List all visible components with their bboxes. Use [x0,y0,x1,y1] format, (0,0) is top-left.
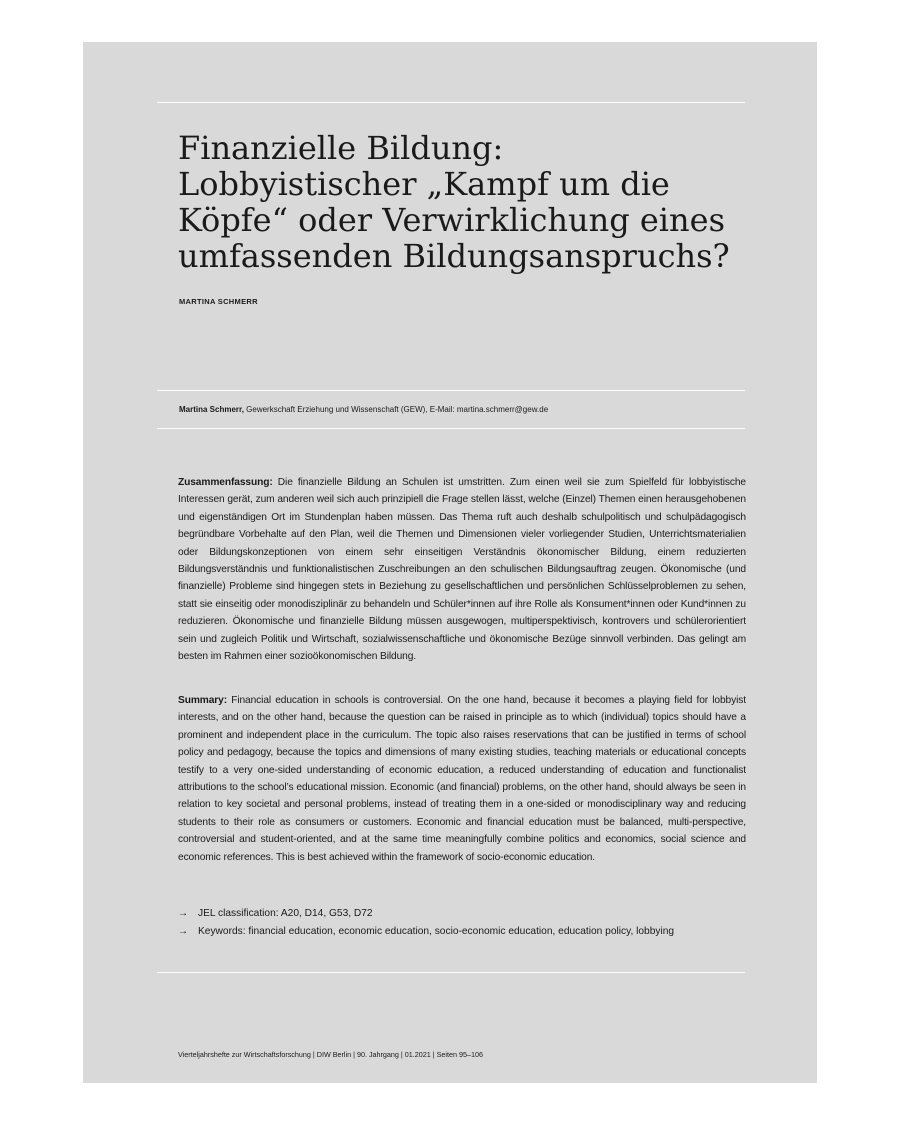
top-rule [157,102,745,103]
abstract-english [178,692,746,866]
keywords: Keywords: financial education, economic education, socio-economic education, education policy, lobbying [198,926,675,937]
affiliation-details: Gewerkschaft Erziehung und Wissenschaft (GEW), E-Mail: martina.schmerr@gew.de [243,405,549,414]
summary-text: Financial education in schools is controversial. On the one hand, because it becomes a playing field for lobbyist interests, and on the other hand, because the question can be raised in principle as to which (individual) topics should have a prominent and independent place in the curriculum. The topic also raises reservations that can be justified in terms of school policy and pedagogy, because the topics and dimensions of many existing studies, teaching materials or educational concepts testify to a very one-sided understanding of economic education, a reduced understanding of education and functionalist attributions to the school’s educational mission. Economic (and financial) problems, on the other hand, should always be seen in relation to key societal and personal problems, instead of treating them in a one-sided or monodisciplinary way and reducing students to their role as consumers or customers. Economic and financial education must be balanced, multi-perspective, controversial and student-oriented, and at the same time meaningfully combine politics and economics, social science and economic references. This is best achieved within the framework of socio-economic education. [178,695,746,863]
affiliation-name: Martina Schmerr, [179,405,244,414]
author-affiliation [179,405,548,414]
affiliation-bottom-rule [157,428,745,429]
zusammenfassung-label: Zusammenfassung: [178,477,273,488]
author-name: MARTINA SCHMERR [179,297,258,306]
jel-line [178,908,738,919]
arrow-icon: → [178,908,189,919]
summary-label: Summary: [178,695,228,706]
keywords-line [178,926,738,937]
article-title: Finanzielle Bildung: Lobbyistischer „Kampf um die Köpfe“ oder Verwirklichung eines umfassenden Bildungsanspruchs? [178,129,730,275]
affiliation-top-rule [157,390,745,391]
zusammenfassung-text: Die finanzielle Bildung an Schulen ist umstritten. Zum einen weil sie zum Spielfeld für lobbyistische Interessen gerät, zum anderen weil sich auch prinzipiell die Frage stellen lässt, welche (Einzel) Themen einen herausgehobenen und eigenständigen Ort im Stundenplan haben müssen. Das Thema ruft auch deshalb schulpolitisch und schulpädagogisch begründbare Vorbehalte auf den Plan, weil die Themen und Dimensionen vieler vorliegender Studien, Unterrichtsmaterialien oder Bildungskonzeptionen von einem sehr einseitigen Verständnis ökonomischer Bildung, einem reduzierten Bildungsverständnis und funktionalistischen Zuschreibungen an den schulischen Bildungsauftrag zeugen. Ökonomische (und finanzielle) Probleme sind hingegen stets in Beziehung zu gesellschaftlichen und persönlichen Schlüsselproblemen zu sehen, statt sie einseitig oder monodisziplinär zu behandeln und Schüler*innen auf ihre Rolle als Konsument*innen oder Kund*innen zu reduzieren. Ökonomische und finanzielle Bildung müssen ausgewogen, multiperspektivisch, kontrovers und schülerorientiert sein und zugleich Politik und Wirtschaft, sozialwissenschaftliche und ökonomische Bezüge sinnvoll verbinden. Das gelingt am besten im Rahmen einer sozioökonomischen Bildung. [178,477,746,663]
journal-footer: Vierteljahrshefte zur Wirtschaftsforschung | DIW Berlin | 90. Jahrgang | 01.2021 | Seiten 95–106 [178,1050,483,1059]
abstract-german [178,474,746,665]
jel-classification: JEL classification: A20, D14, G53, D72 [198,908,373,919]
paper-page [83,42,817,1083]
arrow-icon: → [178,926,189,937]
bottom-rule [157,972,745,973]
